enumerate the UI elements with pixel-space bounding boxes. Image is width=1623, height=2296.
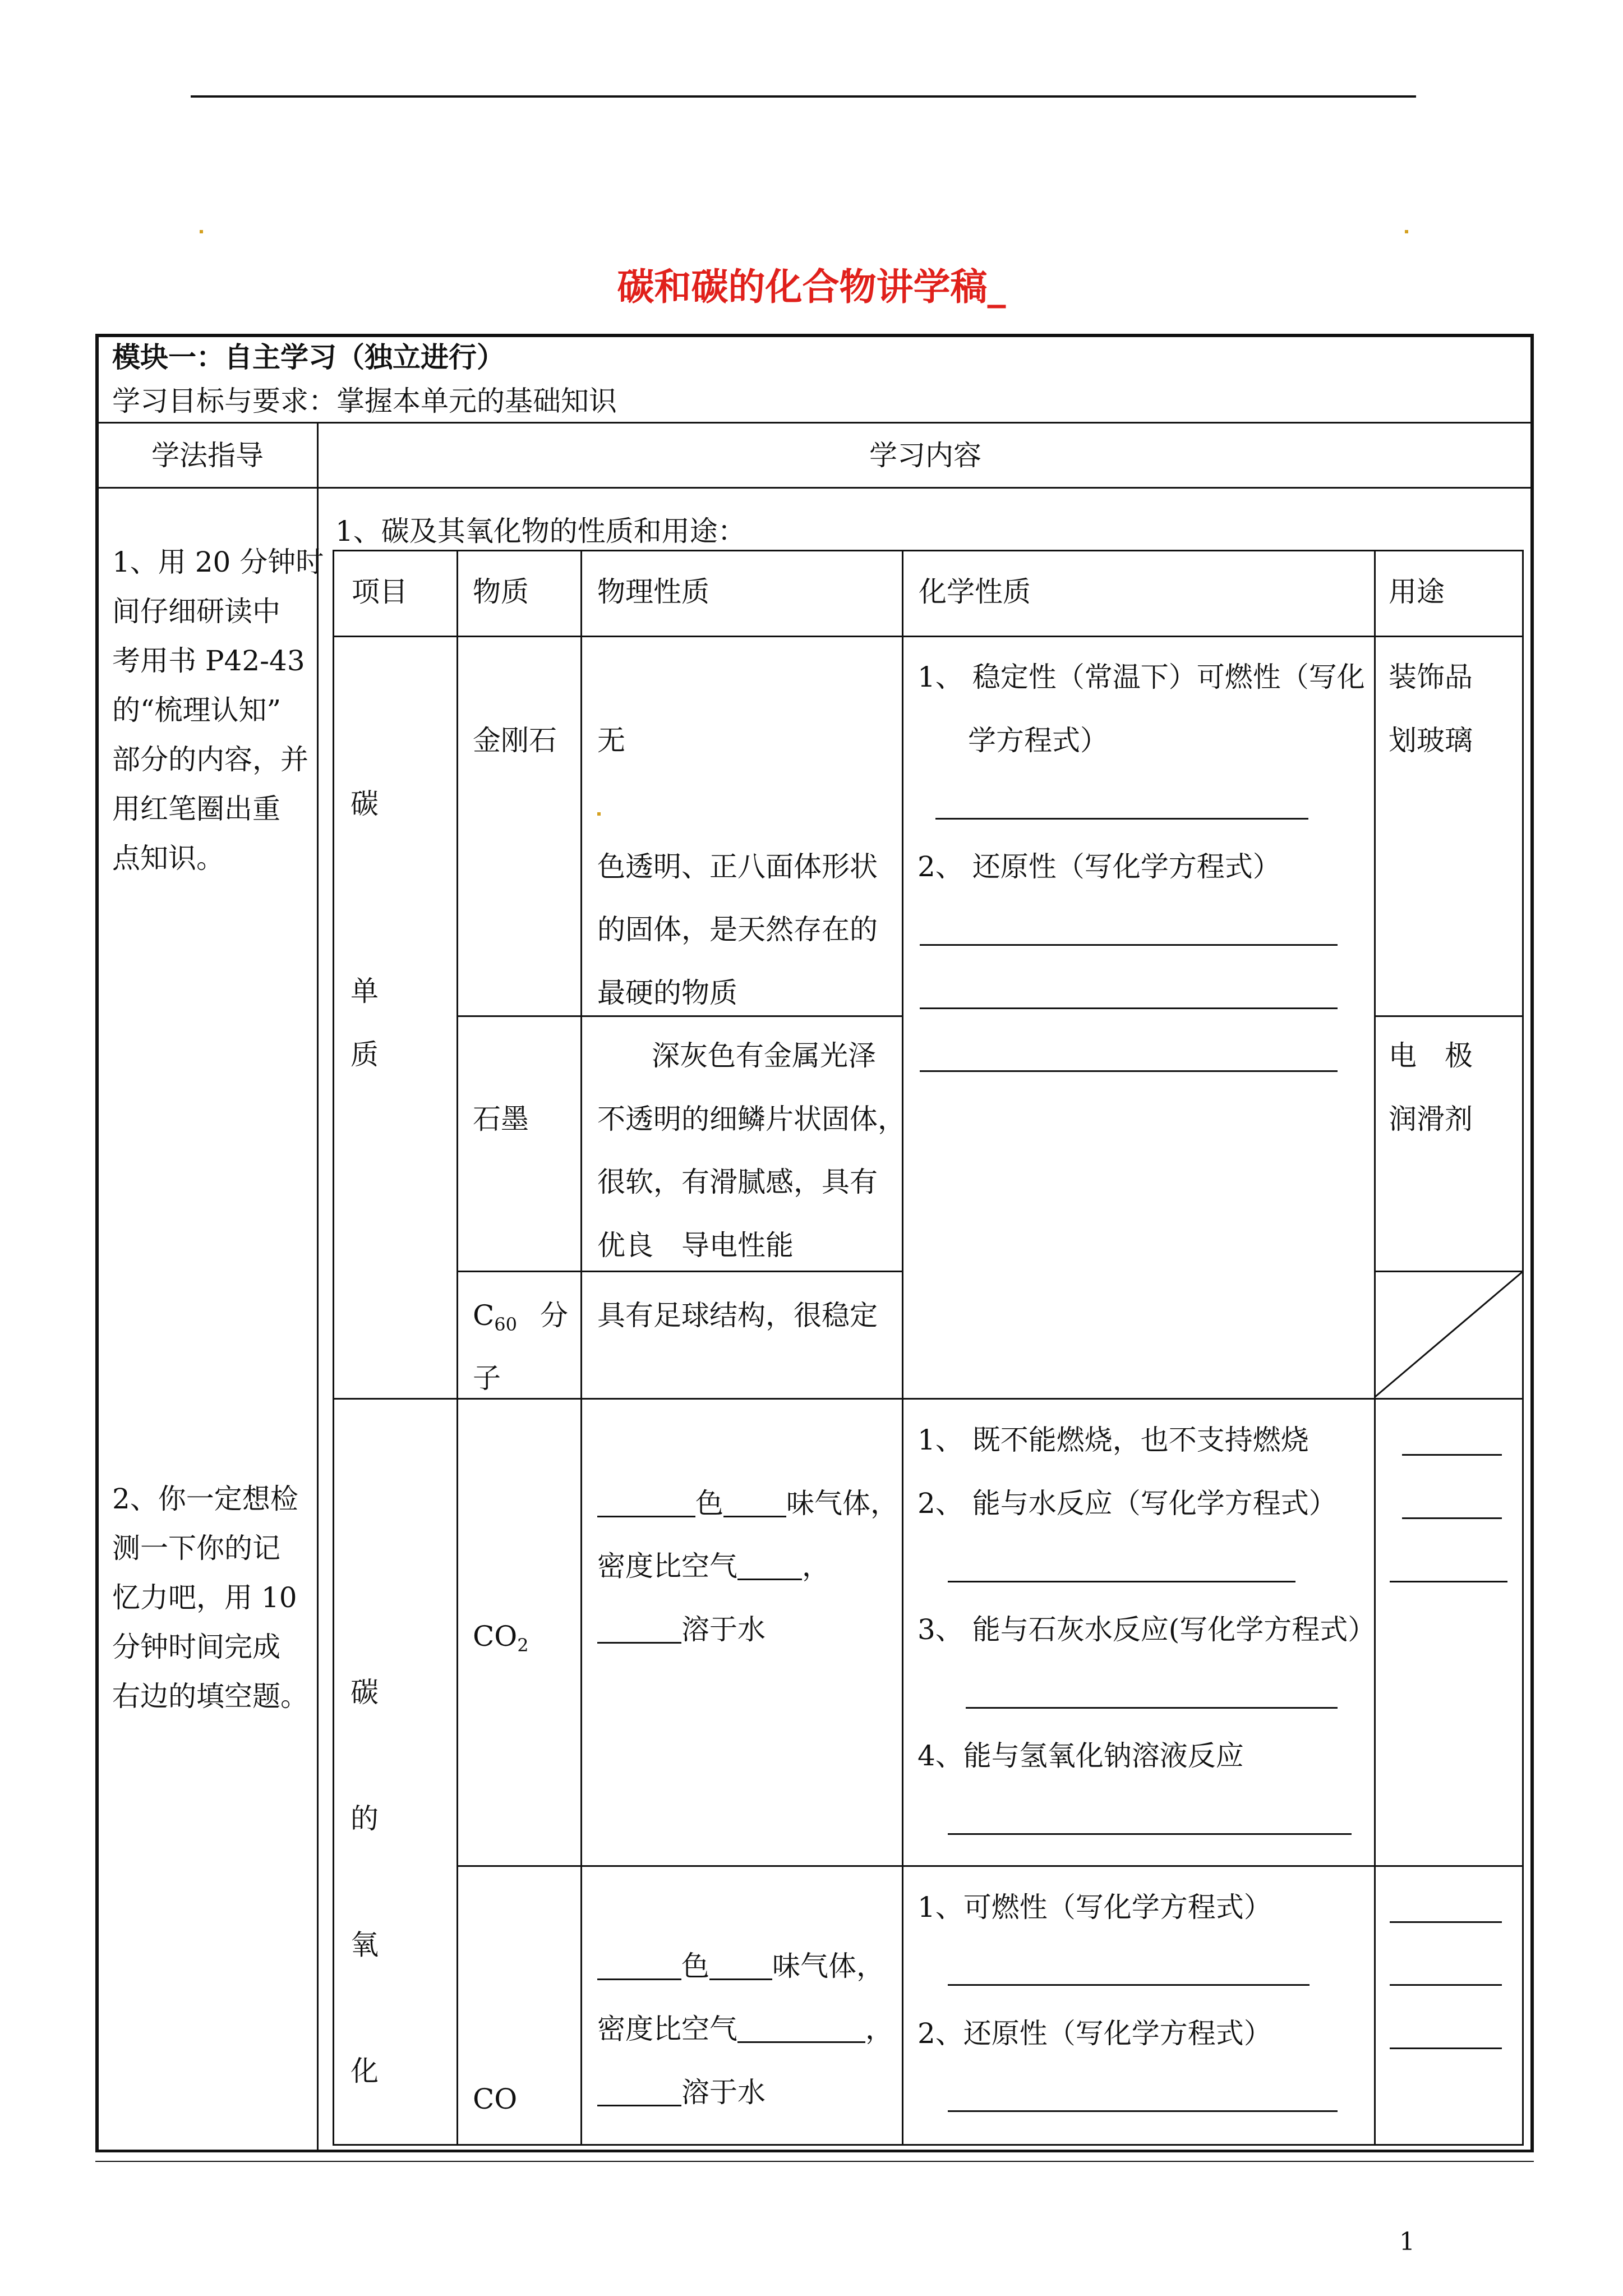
diamond-physical-1: 无 bbox=[597, 724, 625, 757]
header-substance: 物质 bbox=[473, 576, 529, 608]
outer-left-border bbox=[95, 334, 99, 2151]
diamond-physical-3: 的固体，是天然存在的 bbox=[597, 913, 878, 946]
carbon-chem-line1: 1、 稳定性（常温下）可燃性（写化 bbox=[917, 661, 1365, 693]
inner-table-left bbox=[333, 550, 334, 2146]
co2-chem-1: 1、 既不能燃烧，也不支持燃烧 bbox=[917, 1424, 1309, 1456]
graphite-physical-2: 不透明的细鳞片状固体， bbox=[597, 1103, 906, 1135]
header-use: 用途 bbox=[1389, 576, 1445, 608]
guide-step2-line: 2、你一定想检 bbox=[112, 1483, 298, 1515]
guide-step1-line: 点知识。 bbox=[112, 842, 224, 875]
co-use-blank-2 bbox=[1390, 1984, 1502, 1986]
co2-name-main: CO bbox=[473, 1620, 518, 1653]
co-chem-1: 1、可燃性（写化学方程式） bbox=[917, 1891, 1272, 1924]
co-use-blank-1 bbox=[1390, 1921, 1502, 1923]
co-name: CO bbox=[473, 2083, 518, 2115]
header-rule bbox=[191, 95, 1416, 98]
co2-water-reaction-blank bbox=[948, 1581, 1295, 1582]
co2-physical-line3 bbox=[597, 1613, 766, 1646]
co2-chem-4: 4、能与氢氧化钠溶液反应 bbox=[917, 1740, 1244, 1772]
guide-step1-line: 考用书 P42-43 bbox=[112, 645, 305, 677]
page-number: 1 bbox=[1399, 2228, 1415, 2256]
co-color-label: 色 bbox=[681, 1950, 709, 1982]
co-physical-line1 bbox=[597, 1952, 884, 1980]
co2-density-end: ， bbox=[802, 1550, 830, 1582]
co-solubility-label: 溶于水 bbox=[681, 2076, 766, 2109]
graphite-physical-3: 很软，有滑腻感，具有 bbox=[597, 1166, 878, 1198]
outer-right-border bbox=[1530, 334, 1534, 2151]
module-header-divider bbox=[95, 422, 1534, 424]
diamond-physical-4: 最硬的物质 bbox=[597, 977, 737, 1009]
group1-label-1: 碳 bbox=[351, 788, 379, 820]
co-chem-2: 2、还原性（写化学方程式） bbox=[917, 2017, 1272, 2050]
co-solubility-blank bbox=[597, 2079, 681, 2106]
co-smell-blank bbox=[709, 1953, 772, 1980]
co-combustion-blank bbox=[948, 1984, 1310, 1986]
guide-step1-line: 用红笔圈出重 bbox=[112, 793, 280, 825]
row-divider-graphite-c60 bbox=[457, 1271, 903, 1272]
guide-step2-line: 忆力吧，用 10 bbox=[112, 1581, 297, 1614]
co2-color-blank bbox=[597, 1490, 695, 1517]
guide-step1-line: 间仔细研读中 bbox=[112, 595, 280, 628]
group1-label-3: 质 bbox=[351, 1038, 379, 1071]
guide-step1-line: 部分的内容，并 bbox=[112, 743, 308, 776]
c60-name-tail: 分 bbox=[540, 1299, 568, 1332]
group2-label-1: 碳 bbox=[351, 1676, 379, 1709]
diamond-use-2: 划玻璃 bbox=[1389, 724, 1473, 757]
carbon-combustion-blank bbox=[935, 818, 1308, 820]
co2-solubility-blank bbox=[597, 1616, 681, 1644]
outer-bottom-border bbox=[95, 2150, 1534, 2152]
co2-name bbox=[473, 1622, 529, 1654]
co2-smell-label: 味气体， bbox=[786, 1487, 898, 1520]
co-reduction-blank-1 bbox=[948, 2110, 1338, 2112]
col-divider-chemical bbox=[902, 550, 903, 2146]
co-smell-label: 味气体， bbox=[772, 1950, 884, 1982]
col-divider-physical bbox=[580, 550, 582, 2146]
header-row-divider bbox=[333, 636, 1524, 637]
carbon-reduction-blank-3 bbox=[920, 1070, 1338, 1072]
diamond-name: 金刚石 bbox=[473, 724, 557, 757]
group2-label-3: 氧 bbox=[351, 1929, 379, 1961]
graphite-physical-4: 优良 导电性能 bbox=[597, 1229, 794, 1262]
co2-physical-line2 bbox=[597, 1552, 830, 1580]
co-physical-line2 bbox=[597, 2015, 893, 2043]
column-header-guide: 学法指导 bbox=[151, 439, 264, 472]
carbon-chem-line3: 2、 还原性（写化学方程式） bbox=[917, 850, 1281, 883]
co-physical-line3 bbox=[597, 2076, 766, 2109]
inner-table-top bbox=[333, 550, 1524, 551]
group1-label-2: 单 bbox=[351, 975, 379, 1007]
header-chemical: 化学性质 bbox=[919, 576, 1031, 608]
co2-name-sub: 2 bbox=[517, 1635, 529, 1656]
graphite-name: 石墨 bbox=[473, 1103, 529, 1135]
decor-dot-right bbox=[1405, 230, 1408, 233]
inner-table-bottom bbox=[333, 2144, 1524, 2146]
co2-use-blank-2 bbox=[1402, 1517, 1502, 1519]
page-title: 碳和碳的化合物讲学稿_ bbox=[617, 265, 1006, 309]
guide-step2-line: 分钟时间完成 bbox=[112, 1631, 280, 1663]
column-header-content: 学习内容 bbox=[869, 439, 981, 472]
footer-rule bbox=[95, 2161, 1534, 2162]
co-color-blank bbox=[597, 1953, 681, 1980]
header-physical: 物理性质 bbox=[597, 576, 709, 608]
co2-density-blank bbox=[737, 1553, 802, 1580]
co2-limewater-reaction-blank bbox=[966, 1707, 1338, 1709]
co2-solubility-label: 溶于水 bbox=[681, 1613, 766, 1646]
header-item: 项目 bbox=[352, 576, 408, 608]
co-density-end: ， bbox=[865, 2013, 893, 2045]
co2-chem-2: 2、 能与水反应（写化学方程式） bbox=[917, 1487, 1337, 1520]
co-density-blank bbox=[737, 2016, 865, 2043]
graphite-physical-1: 深灰色有金属光泽 bbox=[652, 1039, 876, 1072]
c60-name-sub: 60 bbox=[494, 1314, 517, 1335]
row-divider-co2-co bbox=[457, 1865, 1524, 1867]
module-goal: 学习目标与要求：掌握本单元的基础知识 bbox=[112, 385, 617, 417]
co2-use-blank-1 bbox=[1402, 1454, 1502, 1456]
guide-step1-line: 1、用 20 分钟时 bbox=[112, 546, 324, 578]
guide-step2-line: 右边的填空题。 bbox=[112, 1680, 308, 1713]
co2-naoh-reaction-blank bbox=[948, 1833, 1352, 1835]
decor-dot-diamond bbox=[597, 812, 601, 816]
module-heading: 模块一：自主学习（独立进行） bbox=[112, 341, 505, 374]
group-divider bbox=[333, 1398, 1524, 1400]
guide-step1-line: 的“梳理认知” bbox=[112, 694, 282, 726]
group2-label-2: 的 bbox=[351, 1802, 379, 1835]
graphite-use-1: 电 极 bbox=[1389, 1039, 1473, 1072]
co2-use-blank-3 bbox=[1390, 1581, 1507, 1582]
diamond-use-1: 装饰品 bbox=[1389, 661, 1473, 693]
outer-top-border bbox=[95, 334, 1534, 337]
empty-cell-slash bbox=[1374, 1271, 1524, 1398]
co2-chem-3: 3、 能与石灰水反应(写化学方程式） bbox=[917, 1613, 1376, 1646]
guide-step2 bbox=[112, 1474, 308, 1721]
guide-step2-line: 测一下你的记 bbox=[112, 1532, 280, 1565]
carbon-reduction-blank-1 bbox=[920, 944, 1338, 946]
guide-step1 bbox=[112, 537, 324, 883]
co-density-label: 密度比空气 bbox=[597, 2013, 737, 2045]
decor-dot-left bbox=[200, 230, 203, 233]
diamond-physical-2: 色透明、正八面体形状 bbox=[597, 850, 878, 883]
co2-smell-blank bbox=[723, 1490, 786, 1517]
co2-physical-line1 bbox=[597, 1487, 898, 1520]
graphite-use-2: 润滑剂 bbox=[1389, 1103, 1473, 1135]
c60-name-line2: 子 bbox=[473, 1362, 501, 1395]
co-use-blank-3 bbox=[1390, 2047, 1502, 2049]
co2-color-label: 色 bbox=[695, 1487, 723, 1520]
carbon-reduction-blank-2 bbox=[920, 1007, 1338, 1009]
carbon-chem-line2: 学方程式） bbox=[968, 724, 1108, 757]
c60-name-main: C bbox=[473, 1299, 495, 1332]
section1-heading: 1、碳及其氧化物的性质和用途： bbox=[335, 515, 746, 547]
row-divider-diamond-graphite-use bbox=[1374, 1015, 1524, 1017]
row-divider-diamond-graphite bbox=[457, 1015, 903, 1017]
group2-label-4: 化 bbox=[351, 2055, 379, 2087]
co2-density-label: 密度比空气 bbox=[597, 1550, 737, 1582]
c60-physical: 具有足球结构，很稳定 bbox=[597, 1299, 878, 1332]
col-divider-substance bbox=[457, 550, 458, 2146]
column-header-divider bbox=[95, 487, 1534, 489]
c60-name bbox=[473, 1301, 517, 1333]
